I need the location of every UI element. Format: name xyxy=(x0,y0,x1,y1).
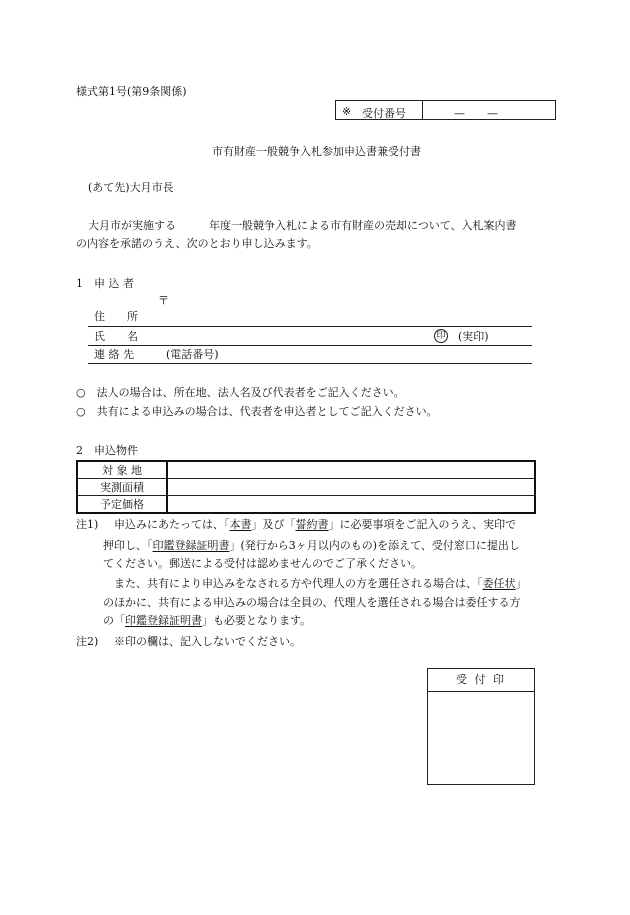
contact-line xyxy=(88,363,532,364)
property-label-price: 予定価格 xyxy=(77,496,167,514)
note-text: 押印し、「 xyxy=(103,539,153,552)
contact-label: 連 絡 先 xyxy=(94,348,134,361)
note-text: 申込みにあたっては、「 xyxy=(114,518,230,531)
seiyakusho-link[interactable]: 誓約書 xyxy=(295,518,329,531)
property-value-price[interactable] xyxy=(167,496,535,514)
note-1-line-6 xyxy=(103,615,311,626)
applicant-heading: 1 申 込 者 xyxy=(76,277,134,290)
property-label-area: 実測面積 xyxy=(77,479,167,496)
note-text: 」に必要事項をご記入のうえ、実印で xyxy=(328,518,517,531)
power-of-attorney-link[interactable]: 委任状 xyxy=(482,577,516,590)
intro-line-1: 大月市が実施する 年度一般競争入札による市有財産の売却について、入札案内書 xyxy=(88,219,517,232)
receipt-number-value: — — xyxy=(454,107,498,120)
inkan-certificate-link[interactable]: 印鑑登録証明書 xyxy=(152,539,230,552)
honsho-link[interactable]: 本書 xyxy=(229,518,252,531)
note-1-line-2 xyxy=(103,540,520,551)
note-2-label: 注2) xyxy=(76,635,99,648)
postal-mark: 〒 xyxy=(158,294,169,307)
seal-note: (実印) xyxy=(458,330,489,343)
note-text: 」及び「 xyxy=(251,518,296,531)
receipt-number-box xyxy=(335,100,556,120)
receipt-stamp-label: 受 付 印 xyxy=(428,669,534,692)
addressee: (あて先)大月市長 xyxy=(88,181,174,194)
bullet-joint: ○ 共有による申込みの場合は、代表者を申込者としてご記入ください。 xyxy=(76,405,438,418)
note-text: 」も必要となります。 xyxy=(202,614,312,627)
address-line xyxy=(88,326,532,327)
note-1-line-5: のほかに、共有による申込みの場合は全員の、代理人を選任される場合は委任する方 xyxy=(103,596,521,609)
receipt-stamp-box xyxy=(427,668,535,785)
note-2-text: ※印の欄は、記入しないでください。 xyxy=(114,635,301,648)
note-1-label: 注1) xyxy=(76,518,99,531)
property-value-site[interactable] xyxy=(167,461,535,479)
note-text: また、共有により申込みをなされる方や代理人の方を選任される場合は、「 xyxy=(103,577,483,590)
bullet-corporate: ○ 法人の場合は、所在地、法人名及び代表者をご記入ください。 xyxy=(76,386,405,399)
receipt-number-label: 受付番号 xyxy=(362,107,406,120)
note-text: の「 xyxy=(103,614,125,627)
property-value-area[interactable] xyxy=(167,479,535,496)
inkan-certificate-link-2[interactable]: 印鑑登録証明書 xyxy=(125,614,202,627)
table-row xyxy=(77,479,535,496)
name-line xyxy=(88,345,532,346)
note-1-line-3: てください。郵送による受付は認めませんのでご了承ください。 xyxy=(103,557,422,570)
form-number: 様式第1号(第9条関係) xyxy=(76,85,187,98)
receipt-mark: ※ xyxy=(342,105,352,118)
note-1-line-1 xyxy=(114,519,516,530)
contact-note: (電話番号) xyxy=(166,348,219,361)
note-text: 」(発行から3ヶ月以内のもの)を添えて、受付窓口に提出し xyxy=(229,539,520,552)
document-title: 市有財産一般競争入札参加申込書兼受付書 xyxy=(212,145,421,158)
note-text: 」 xyxy=(515,577,527,590)
intro-line-2: の内容を承諾のうえ、次のとおり申し込みます。 xyxy=(76,237,318,250)
table-row xyxy=(77,461,535,479)
seal-icon: 印 xyxy=(434,329,448,343)
property-label-site: 対 象 地 xyxy=(77,461,167,479)
name-label: 氏 名 xyxy=(94,330,138,343)
note-1-line-4 xyxy=(103,578,527,589)
address-label: 住 所 xyxy=(94,310,138,323)
table-row xyxy=(77,496,535,514)
property-heading: 2 申込物件 xyxy=(76,444,138,457)
property-table xyxy=(76,460,536,514)
